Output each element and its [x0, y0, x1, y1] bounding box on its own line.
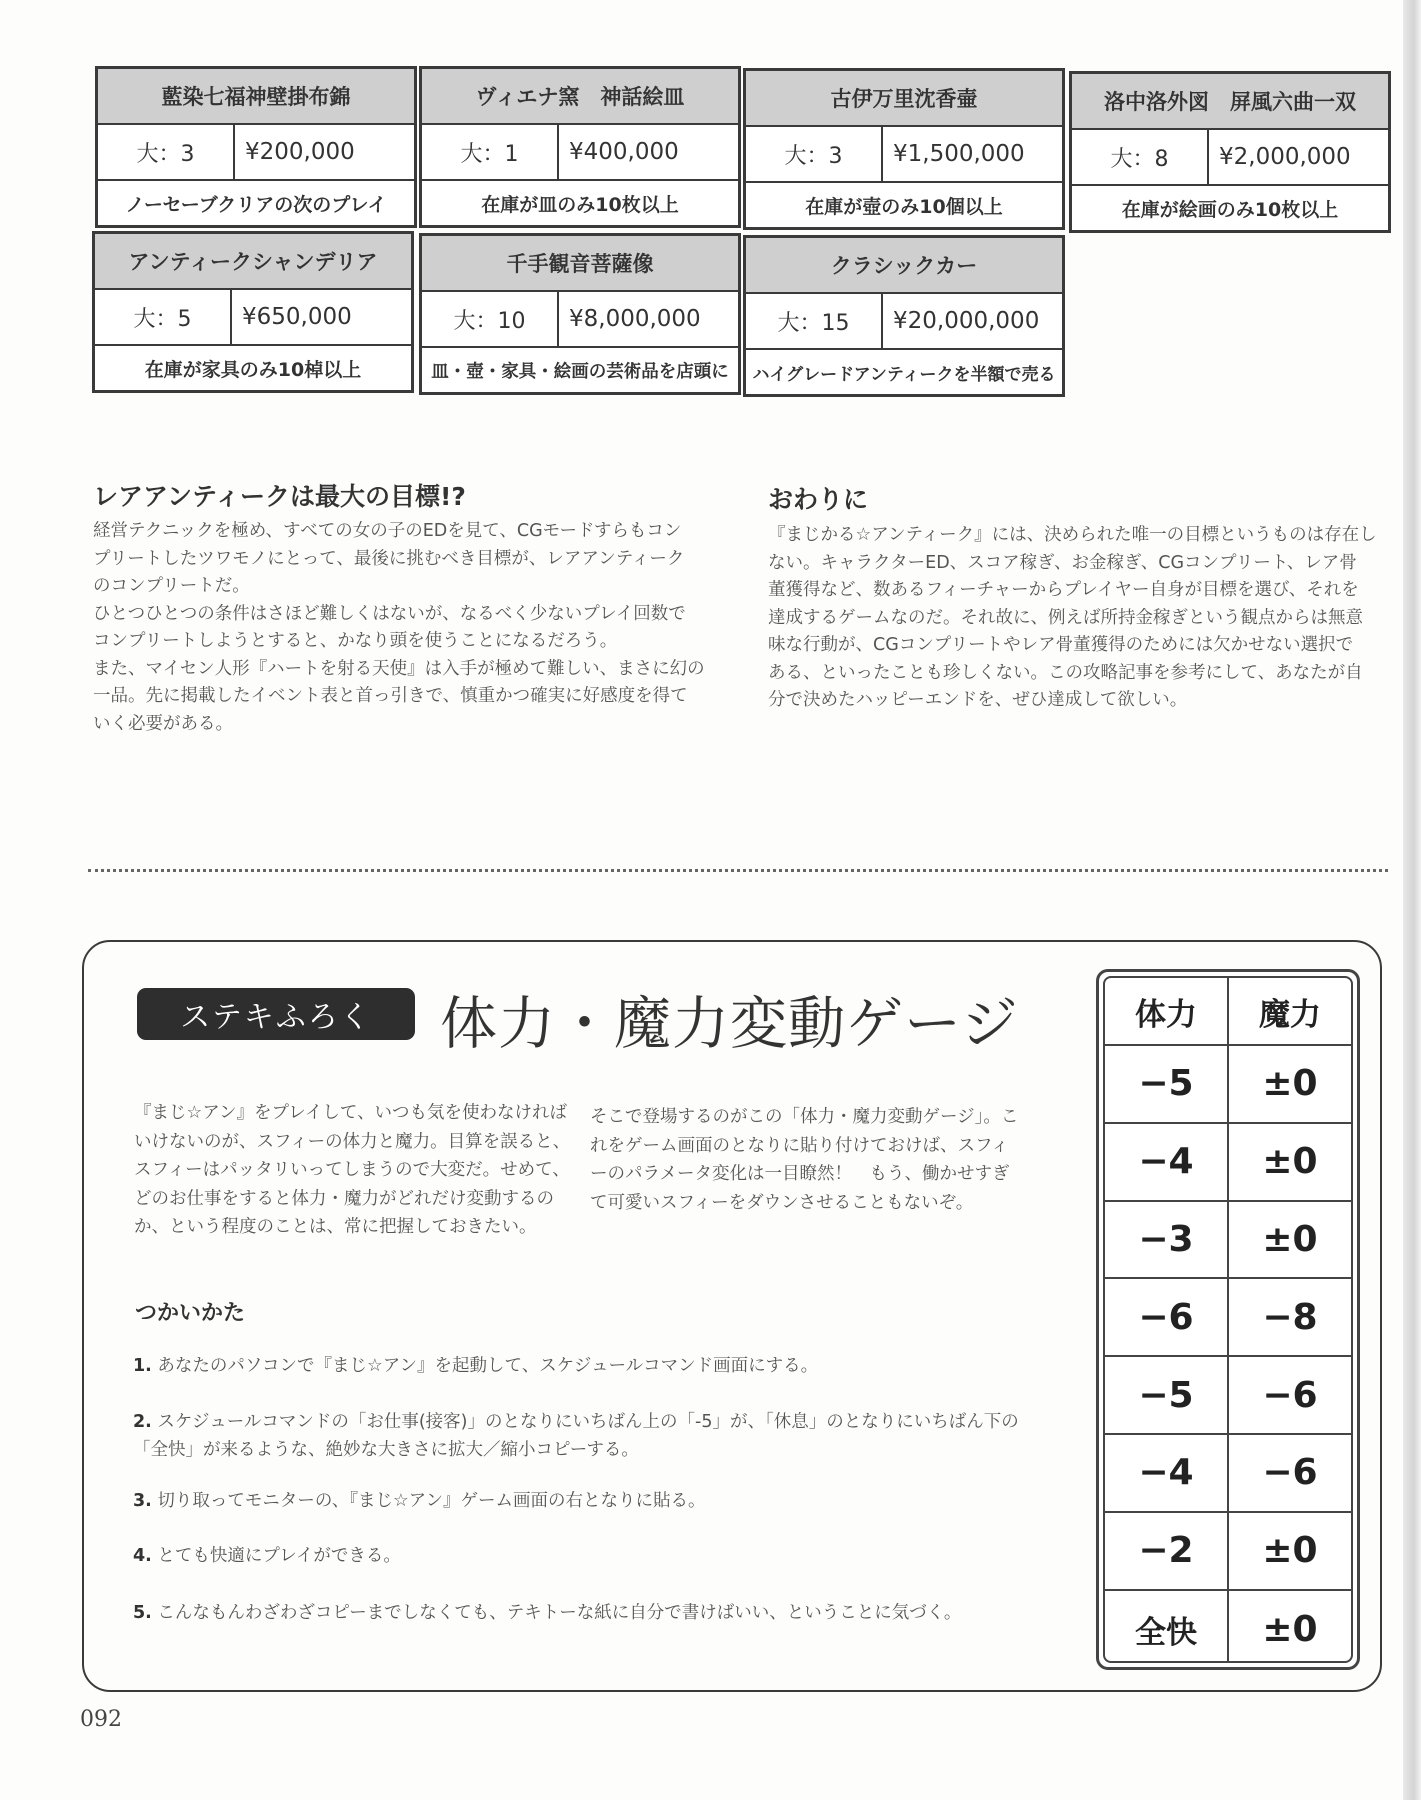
antique-name: 藍染七福神壁掛布錦: [98, 69, 414, 125]
antique-size: 大：1: [422, 125, 559, 179]
gauge-header-hp: 体力: [1105, 978, 1229, 1044]
antique-card: [92, 231, 414, 393]
antique-size: 大：15: [746, 294, 883, 348]
antique-card: [419, 233, 741, 395]
antique-name: クラシックカー: [746, 238, 1062, 294]
hp-value: −4: [1105, 1435, 1229, 1511]
gauge-row: [1105, 1124, 1351, 1202]
antique-card: [743, 68, 1065, 230]
mp-value: −6: [1262, 1374, 1318, 1416]
gauge-row: [1105, 1202, 1351, 1280]
supplement-intro-left: 『まじ☆アン』をプレイして、いつも気を使わなければ いけないのが、スフィーの体力と魔力。目算を誤ると、 スフィーはパッタリいってしまうので大変だ。せめて、 どのお仕事をすると体力・魔力がどれだけ変動するの か、という程度のことは、常に把握しておきたい。: [134, 1103, 571, 1237]
supplement-title: 体力・魔力変動ゲージ: [440, 991, 1019, 1057]
step-text: あなたのパソコンで『まじ☆アン』を起動して、スケジュールコマンド画面にする。: [157, 1356, 819, 1376]
antique-condition: 在庫が家具のみ10棹以上: [144, 358, 362, 381]
hp-value: 全快: [1105, 1591, 1229, 1663]
antique-card: [419, 66, 741, 228]
step-text: こんなもんわざわざコピーまでしなくても、テキトーな紙に自分で書けばいい、ということに気づく。: [157, 1603, 962, 1623]
antique-name: 千手観音菩薩像: [422, 236, 738, 292]
antique-card: [1069, 71, 1391, 233]
mp-value: −8: [1262, 1296, 1318, 1338]
antique-name: 洛中洛外図 屏風六曲一双: [1072, 74, 1388, 130]
article-right-body: 『まじかる☆アンティーク』には、決められた唯一の目標というものは存在し ない。キャラクターED、スコア稼ぎ、お金稼ぎ、CGコンプリート、レア骨 董獲得など、数あるフィーチャーからプレイヤー自身が目標を選び、それを 達成するゲームなのだ。それ故に、例えば所持金稼ぎという観点からは無意 味な行動が、CGコンプリートやレア骨董獲得のためには欠かせない選択で ある、といったことも珍しくない。この攻略記事を参考にして、あなたが自 分で決めたハッピーエンドを、ぜひ達成して欲しい。: [768, 525, 1377, 710]
antique-condition: 在庫が皿のみ10枚以上: [481, 193, 679, 216]
antique-condition: ノーセーブクリアの次のプレイ: [125, 193, 387, 216]
hp-value: −2: [1105, 1513, 1229, 1589]
usage-step: [133, 1487, 705, 1515]
gauge-row: [1105, 1591, 1351, 1663]
antique-price: ¥400,000: [569, 139, 679, 165]
gauge-row: [1105, 1279, 1351, 1357]
gauge-row: [1105, 1435, 1351, 1513]
step-number: 3.: [133, 1491, 152, 1511]
antique-name: アンティークシャンデリア: [95, 234, 411, 290]
mp-value: ±0: [1262, 1530, 1318, 1572]
gauge-header-mp: 魔力: [1259, 996, 1321, 1033]
antique-price: ¥20,000,000: [893, 308, 1040, 334]
step-number: 5.: [133, 1603, 152, 1623]
antique-size: 大：10: [422, 292, 559, 346]
supplement-tag: ステキふろく: [137, 988, 415, 1040]
article-left-body: 経営テクニックを極め、すべての女の子のEDを見て、CGモードすらもコン プリートしたツワモノにとって、最後に挑むべき目標が、レアアンティーク のコンプリートだ。 ひとつひとつの条件はさほど難しくはないが、なるべく少ないプレイ回数で コンプリートしようとすると、かなり頭を使うことになるだろう。 また、マイセン人形『ハートを射る天使』は入手が極めて難しい、まさに幻の 一品。先に掲載したイベント表と首っ引きで、慎重かつ確実に好感度を得て いく必要がある。: [93, 521, 705, 734]
usage-heading: つかいかた: [135, 1301, 246, 1326]
supplement-intro-right: そこで登場するのがこの「体力・魔力変動ゲージ」。こ れをゲーム画面のとなりに貼り付けておけば、スフィ ーのパラメータ変化は一目瞭然！ もう、働かせすぎ て可愛いスフィーをダウンさせることもないぞ。: [590, 1107, 1019, 1213]
usage-step: [133, 1352, 818, 1380]
antique-name: ヴィエナ窯 神話絵皿: [422, 69, 738, 125]
step-text: スケジュールコマンドの「お仕事(接客)」のとなりにいちばん上の「-5」が、「休息」のとなりにいちばん下の 「全快」が来るような、絶妙な大きさに拡大／縮小コピーする。: [133, 1412, 1019, 1460]
hp-value: −4: [1105, 1124, 1229, 1200]
mp-value: ±0: [1262, 1141, 1318, 1183]
antique-size: 大：8: [1072, 130, 1209, 184]
mp-value: ±0: [1262, 1218, 1318, 1260]
antique-condition: 在庫が壺のみ10個以上: [805, 195, 1003, 218]
step-number: 4.: [133, 1546, 152, 1566]
hp-value: −5: [1105, 1046, 1229, 1122]
antique-card: [743, 235, 1065, 397]
step-text: とても快適にプレイができる。: [157, 1546, 401, 1566]
antique-price: ¥2,000,000: [1219, 144, 1351, 170]
article-right-title: おわりに: [768, 485, 869, 514]
usage-step: [133, 1408, 1019, 1464]
mp-value: ±0: [1262, 1608, 1318, 1650]
hp-value: −5: [1105, 1357, 1229, 1433]
gauge-row: [1105, 1513, 1351, 1591]
step-text: 切り取ってモニターの、『まじ☆アン』ゲーム画面の右となりに貼る。: [157, 1491, 706, 1511]
antique-name: 古伊万里沈香壷: [746, 71, 1062, 127]
usage-step: [133, 1599, 961, 1627]
usage-step: [133, 1542, 401, 1570]
antique-size: 大：3: [746, 127, 883, 181]
section-divider: [88, 869, 1388, 872]
antique-price: ¥650,000: [242, 304, 352, 330]
gauge-row: [1105, 1357, 1351, 1435]
antique-price: ¥200,000: [245, 139, 355, 165]
antique-size: 大：3: [98, 125, 235, 179]
page-binding-edge: [1403, 0, 1421, 1800]
mp-value: ±0: [1262, 1063, 1318, 1105]
antique-condition: ハイグレードアンティークを半額で売る: [752, 364, 1056, 385]
step-number: 1.: [133, 1356, 152, 1376]
page-number: 092: [80, 1707, 122, 1732]
antique-size: 大：5: [95, 290, 232, 344]
stat-change-gauge: [1096, 969, 1360, 1670]
hp-value: −3: [1105, 1202, 1229, 1278]
antique-price: ¥8,000,000: [569, 306, 701, 332]
article-left-title: レアアンティークは最大の目標!?: [93, 482, 466, 511]
antique-condition: 在庫が絵画のみ10枚以上: [1121, 198, 1339, 221]
antique-card: [95, 66, 417, 228]
mp-value: −6: [1262, 1452, 1318, 1494]
step-number: 2.: [133, 1412, 152, 1432]
antique-condition: 皿・壺・家具・絵画の芸術品を店頭に: [431, 361, 729, 382]
gauge-header-row: [1105, 978, 1351, 1046]
hp-value: −6: [1105, 1279, 1229, 1355]
gauge-row: [1105, 1046, 1351, 1124]
antique-price: ¥1,500,000: [893, 141, 1025, 167]
